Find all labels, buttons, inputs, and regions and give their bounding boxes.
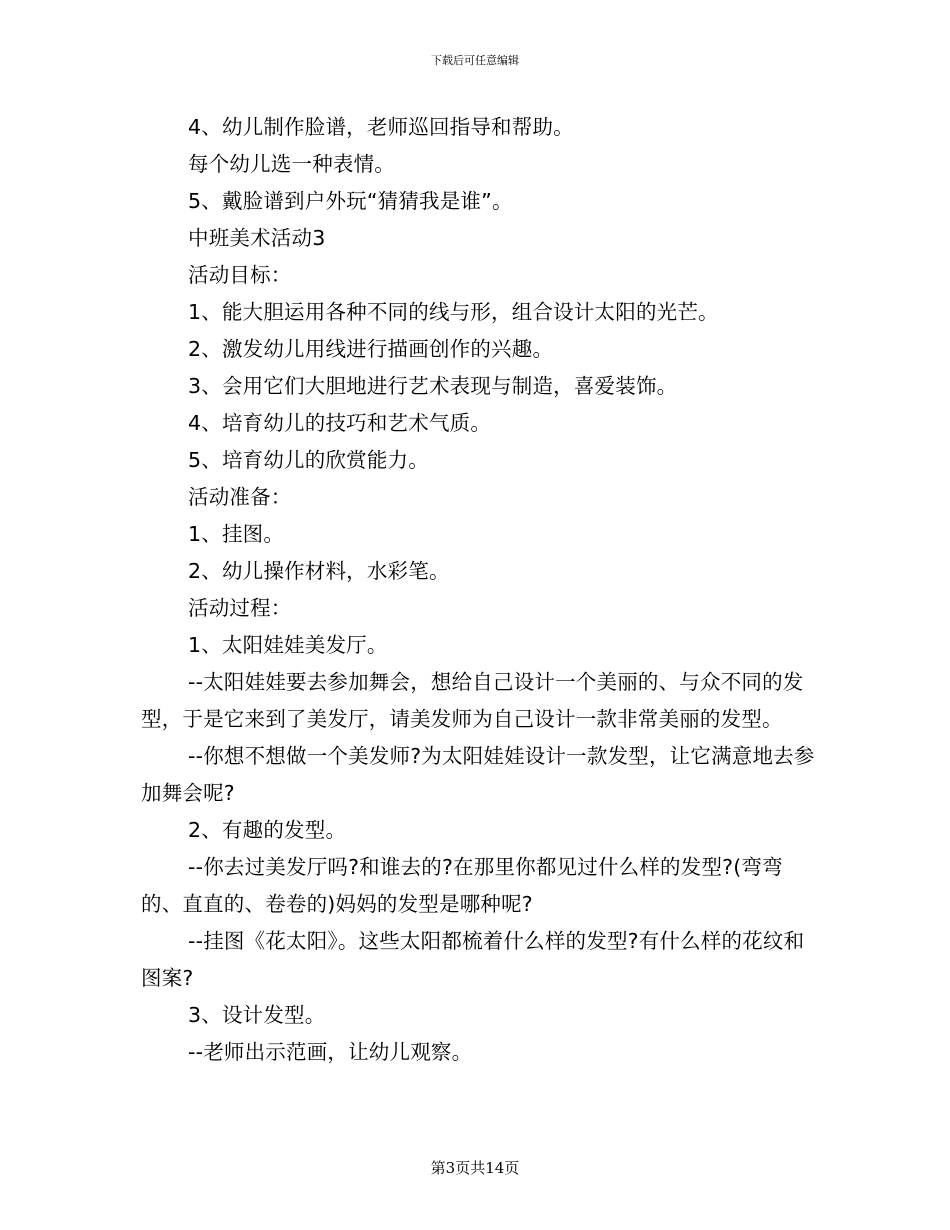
section-heading: 活动目标：: [188, 263, 292, 287]
section-heading: 活动准备：: [188, 485, 292, 509]
body-paragraph: --太阳娃娃要去参加舞会，想给自己设计一个美丽的、与众不同的发型，于是它来到了美发厅，请美发师为自己设计一款非常美丽的发型。: [141, 670, 804, 731]
body-paragraph: --你想不想做一个美发师?为太阳娃娃设计一款发型，让它满意地去参加舞会呢?: [141, 744, 815, 805]
section-heading: 活动过程：: [188, 596, 292, 620]
body-paragraph: 4、培育幼儿的技巧和艺术气质。: [188, 411, 492, 435]
document-body: [141, 109, 821, 1071]
section-title: 中班美术活动3: [188, 226, 326, 250]
body-paragraph: --挂图《花太阳》。这些太阳都梳着什么样的发型?有什么样的花纹和图案?: [141, 929, 805, 990]
body-paragraph: 1、能大胆运用各种不同的线与形，组合设计太阳的光芒。: [188, 300, 719, 324]
body-paragraph: 每个幼儿选一种表情。: [188, 152, 395, 176]
body-paragraph: 2、幼儿操作材料，水彩笔。: [188, 559, 450, 583]
page-header-note: 下载后可任意编辑: [431, 54, 519, 67]
body-paragraph: --你去过美发厅吗?和谁去的?在那里你都见过什么样的发型?(弯弯的、直直的、卷卷的)妈妈的发型是哪种呢?: [141, 855, 783, 916]
body-paragraph: 1、太阳娃娃美发厅。: [188, 633, 388, 657]
body-paragraph: 2、激发幼儿用线进行描画创作的兴趣。: [188, 337, 554, 361]
body-paragraph: 1、挂图。: [188, 522, 285, 546]
body-paragraph: 3、会用它们大胆地进行艺术表现与制造，喜爱装饰。: [188, 374, 678, 398]
body-paragraph: --老师出示范画，让幼儿观察。: [188, 1040, 473, 1064]
page-number: 第3页共14页: [430, 1159, 520, 1177]
body-paragraph: 5、培育幼儿的欣赏能力。: [188, 448, 429, 472]
body-paragraph: 4、幼儿制作脸谱，老师巡回指导和帮助。: [188, 115, 574, 139]
body-paragraph: 2、有趣的发型。: [188, 818, 347, 842]
body-paragraph: 5、戴脸谱到户外玩“猜猜我是谁”。: [188, 189, 513, 213]
body-paragraph: 3、设计发型。: [188, 1003, 326, 1027]
